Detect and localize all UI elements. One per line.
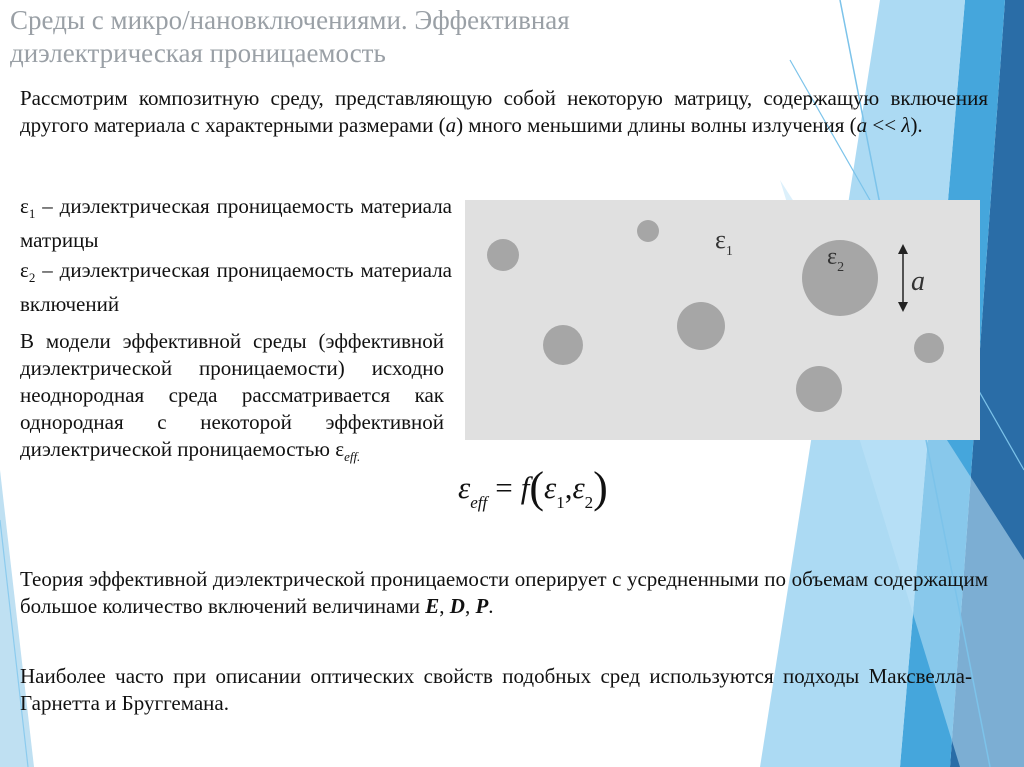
- theory-sep-2: ,: [464, 594, 476, 618]
- formula-arg2-index: 2: [584, 493, 594, 512]
- formula-lhs-index: eff: [470, 493, 488, 512]
- figure-eps1-label: $\varepsilon_1$: [715, 225, 733, 259]
- model-eps-symbol: ε: [335, 437, 345, 461]
- formula-arg2-symbol: ε: [572, 470, 585, 505]
- eps1-text: – диэлектрическая проницаемость материала матрицы: [20, 194, 452, 252]
- approaches-text: Наиболее часто при описании оптических свойств подобных сред используются подходы Максвелла-Гарнетта и Бруггемана.: [20, 664, 972, 715]
- theory-text: Теория эффективной диэлектрической проницаемости оперирует с усредненными по объемам содержащим большое количество включений величинами: [20, 567, 988, 618]
- theory-D: D: [449, 594, 465, 618]
- effective-permittivity-formula: [458, 460, 678, 516]
- eps2-definition: [20, 257, 452, 318]
- formula-equals: =: [495, 470, 513, 505]
- intro-text-1: Рассмотрим композитную среду, представляющую собой некоторую матрицу, содержащую включения другого материала с характерными размерами (: [20, 86, 988, 137]
- eps2-symbol: ε: [20, 258, 29, 282]
- eps2-index: 2: [28, 270, 36, 285]
- theory-P: P: [475, 594, 489, 618]
- inclusion-circle: [802, 240, 878, 316]
- intro-paragraph: [20, 85, 988, 139]
- approaches-paragraph: [20, 663, 972, 717]
- intro-ll: <<: [867, 113, 902, 137]
- inclusion-circle: [487, 239, 519, 271]
- theory-sep-1: ,: [439, 594, 450, 618]
- theory-E: E: [425, 594, 440, 618]
- formula-arg1-symbol: ε: [543, 470, 557, 505]
- eps1-index: 1: [28, 206, 36, 221]
- formula-comma: ,: [564, 470, 573, 505]
- slide-title: [10, 4, 810, 70]
- eps1-symbol: ε: [20, 194, 29, 218]
- formula-open-paren: (: [529, 463, 544, 512]
- theory-paragraph: [20, 566, 988, 620]
- eps1-definition: [20, 193, 452, 254]
- intro-a-2: a: [856, 113, 868, 137]
- theory-end: .: [488, 594, 494, 618]
- eps2-text: – диэлектрическая проницаемость материала включений: [20, 258, 452, 316]
- model-paragraph: [20, 328, 444, 470]
- formula-close-paren: ): [593, 463, 608, 512]
- title-line-2: диэлектрическая проницаемость: [10, 38, 386, 68]
- inclusion-circle: [543, 325, 583, 365]
- formula-function: f: [520, 470, 530, 505]
- inclusion-circle: [796, 366, 842, 412]
- intro-a-1: a: [445, 113, 457, 137]
- inclusion-circle: [914, 333, 944, 363]
- inclusion-circle: [637, 220, 659, 242]
- inclusion-circle: [677, 302, 725, 350]
- formula-lhs-symbol: ε: [458, 470, 471, 505]
- intro-text-3: ).: [910, 113, 923, 137]
- formula-arg1-index: 1: [556, 493, 565, 512]
- intro-lambda: λ: [901, 113, 911, 137]
- model-eps-index: eff.: [344, 449, 361, 464]
- composite-medium-figure: [465, 200, 980, 440]
- intro-text-2: ) много меньшими длины волны излучения (: [456, 113, 857, 137]
- figure-eps2-label: $\varepsilon_2$: [827, 244, 845, 275]
- title-line-1: Среды с микро/нановключениями. Эффективная: [10, 5, 570, 35]
- figure-size-label: a: [911, 266, 925, 297]
- model-text: В модели эффективной среды (эффективной диэлектрической проницаемости) исходно неоднородная среда рассматривается как однородная с некоторой эффективной диэлектрической проницаемостью: [20, 329, 444, 461]
